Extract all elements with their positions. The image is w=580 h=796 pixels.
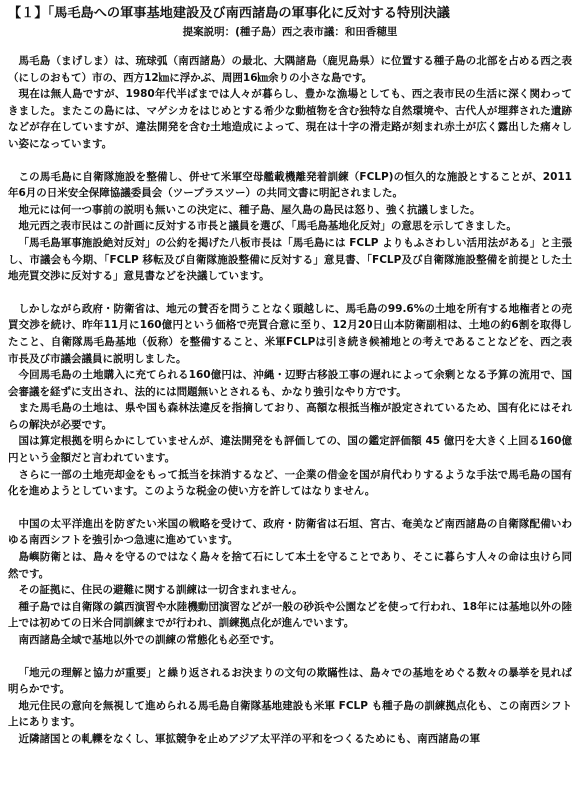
paragraph: 地元西之表市民はこの計画に反対する市長と議員を選び、「馬毛島基地化反対」の意思を示してきました。 (18, 220, 517, 233)
paragraph: この馬毛島に自衛隊施設を整備し、併せて米軍空母艦載機離発着訓練（FCLP)の恒久的な施設とすることが、2011年6月の日米安全保障協議委員会（ツープラスツー）の共同文書に明記されました。 (8, 170, 572, 200)
paragraph: 地元には何一つ事前の説明も無いこの決定に、種子島、屋久島の島民は怒り、強く抗議しました。 (18, 203, 481, 216)
paragraph: 中国の太平洋進出を防ぎたい米国の戦略を受けて、政府・防衛省は石垣、宮古、奄美など南西諸島の自衛隊配備いわゆる南西シフトを強引かつ急速に進めています。 (8, 517, 572, 547)
section-land-purchase (8, 301, 572, 500)
paragraph: 現在は無人島ですが、1980年代半ばまでは人々が暮らし、豊かな漁場としても、西之表市民の生活に深く関わってきました。またこの島には、マゲシカをはじめとする希少な動植物を含む独特な自然環境や、古代人が埋葬された遺跡などが存在していますが、違法開発を含む土地造成によって、現在は十字の滑走路が刻まれ赤土が広く露出した痛々しい姿になっています。 (8, 88, 572, 150)
paragraph: さらに一部の土地売却金をもって抵当を抹消するなど、一企業の借金を国が肩代わりするような手法で馬毛島の国有化を進めようとしています。このような税金の使い方を許してはなりません。 (8, 468, 572, 498)
section-mageshima-overview (8, 53, 572, 153)
paragraph: 馬毛島（まげしま）は、琉球弧（南西諸島）の最北、大隅諸島（鹿児島県）に位置する種子島の北部を占める西之表（にしのおもて）市の、西方12㎞に浮かぶ、周囲16㎞余りの小さな島です。 (8, 55, 572, 84)
paragraph: 地元住民の意向を無視して進められる馬毛島自衛隊基地建設も米軍 FCLP も種子島の訓練拠点化も、この南西シフト上にあります。 (8, 699, 572, 729)
paragraph: 今回馬毛島の土地購入に充てられる160億円は、沖縄・辺野古移設工事の遅れによって余剰となる予算の流用で、国会審議を経ずに支出され、法的には問題無いとされるも、かなり強引なやり方です。 (8, 369, 572, 398)
paragraph: 「地元の理解と協力が重要」と繰り返されるお決まりの文句の欺瞞性は、島々での基地をめぐる数々の暴挙を見れば明らかです。 (8, 666, 572, 696)
paragraph: 「馬毛島軍事施設絶対反対」の公約を掲げた八板市長は「馬毛島には FCLP よりもふさわしい活用法がある」と主張し、市議会も今期、「FCLP 移転及び自衛隊施設整備に反対する」意見書、「FCLP及び自衛隊施設整備を前提とした土地売買交渉に反対する」意見書などを決議しています。 (8, 236, 572, 283)
section-fclp-plan (8, 169, 572, 285)
paragraph: その証拠に、住民の避難に関する訓練は一切含まれません。 (18, 584, 303, 597)
paragraph: 国は算定根拠を明らかにしていませんが、違法開発をも評価しての、国の鑑定評価額 45 億円を大きく上回る160億円という金額だと言われています。 (8, 435, 572, 465)
paragraph: 島嶼防衛とは、島々を守るのではなく島々を捨て石にして本土を守ることであり、そこに暮らす人々の命は虫けら同然です。 (8, 551, 572, 580)
paragraph: 近隣諸国との軋轢をなくし、軍拡競争を止めアジア太平洋の平和をつくるためにも、南西諸島の軍 (18, 732, 481, 745)
section-southwest-shift (8, 516, 572, 649)
proposer-line: 提案説明：(種子島）西之表市議：和田香穂里 (182, 26, 398, 38)
paragraph: 種子島では自衛隊の鎮西演習や水陸機動団演習などが一般の砂浜や公園などを使って行われ、18年には基地以外の陸上では初めての日米合同訓練までが行われ、訓練拠点化が進んでいます。 (8, 600, 572, 630)
document-title: 【１】「馬毛島への軍事基地建設及び南西諸島の軍事化に反対する特別決議 (8, 6, 450, 21)
section-conclusion (8, 665, 572, 748)
paragraph: 南西諸島全域で基地以外での訓練の常態化も必至です。 (18, 634, 281, 646)
paragraph: しかしながら政府・防衛省は、地元の賛否を問うことなく頭越しに、馬毛島の99.6%の土地を所有する地権者との売買交渉を続け、昨年11月に160億円という価格で売買合意に至り、12月20日山本防衛副相は、土地の約6割を取得したこと、自衛隊馬毛島基地（仮称）を整備すること、米軍FCLPは引き続き候補地との考えであることなどを、西之表市長及び市議会議員に説明しました。 (8, 302, 572, 365)
paragraph: また馬毛島の土地は、県や国も森林法違反を指摘しており、高額な根抵当権が設定されているため、国有化にはそれらの解決が必要です。 (8, 402, 572, 431)
